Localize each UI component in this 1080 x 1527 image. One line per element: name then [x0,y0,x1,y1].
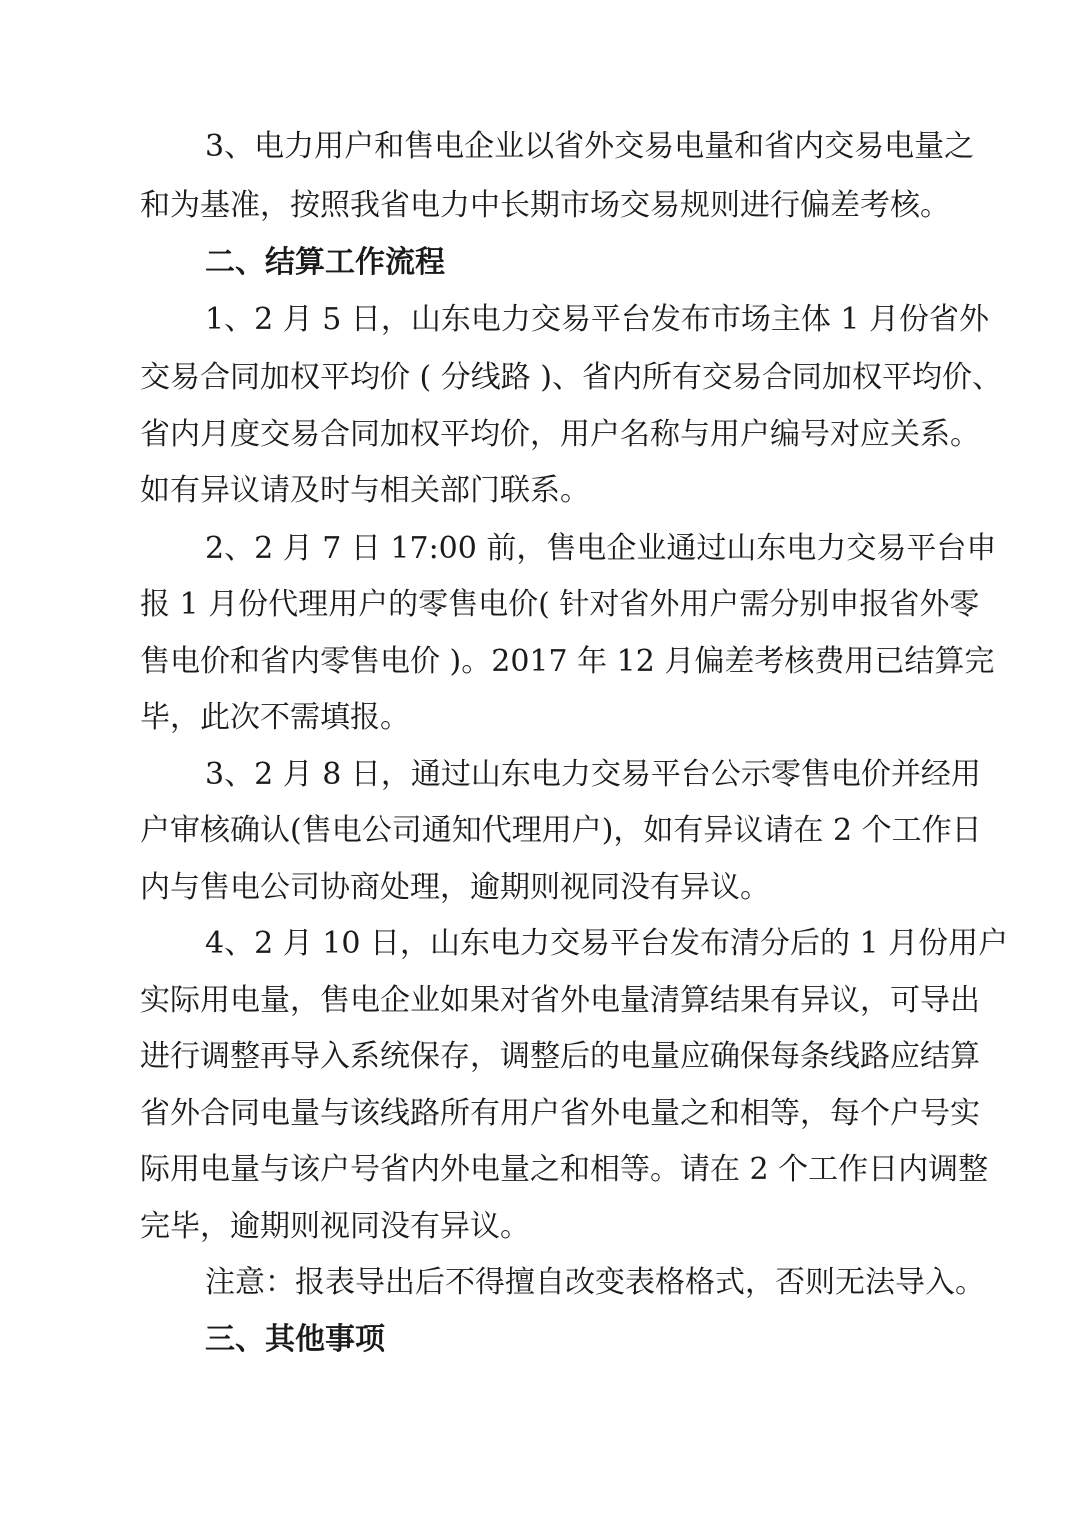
paragraph-line: 际用电量与该户号省内外电量之和相等。请在 2 个工作日内调整 [140,1152,989,1187]
paragraph-line: 完毕，逾期则视同没有异议。 [140,1209,530,1244]
paragraph-line: 交易合同加权平均价 ( 分线路 )、省内所有交易合同加权平均价、 [140,360,1003,395]
paragraph-line: 如有异议请及时与相关部门联系。 [140,473,590,508]
paragraph-line: 2、2 月 7 日 17:00 前，售电企业通过山东电力交易平台申 [205,531,997,566]
paragraph-line: 3、电力用户和售电企业以省外交易电量和省内交易电量之 [205,129,975,164]
section-heading-other-matters: 三、其他事项 [205,1322,385,1357]
paragraph-line: 售电价和省内零售电价 )。2017 年 12 月偏差考核费用已结算完 [140,644,995,679]
paragraph-line: 报 1 月份代理用户的零售电价( 针对省外用户需分别申报省外零 [140,587,980,622]
paragraph-line: 省内月度交易合同加权平均价，用户名称与用户编号对应关系。 [140,417,980,452]
note-line: 注意：报表导出后不得擅自改变表格格式，否则无法导入。 [205,1265,985,1300]
paragraph-line: 1、2 月 5 日，山东电力交易平台发布市场主体 1 月份省外 [205,302,990,337]
paragraph-line: 实际用电量，售电企业如果对省外电量清算结果有异议，可导出 [140,983,980,1018]
paragraph-line: 和为基准，按照我省电力中长期市场交易规则进行偏差考核。 [140,188,950,223]
paragraph-line: 3、2 月 8 日，通过山东电力交易平台公示零售电价并经用 [205,757,981,792]
paragraph-line: 内与售电公司协商处理，逾期则视同没有异议。 [140,870,770,905]
paragraph-line: 毕，此次不需填报。 [140,700,410,735]
section-heading-settlement-process: 二、结算工作流程 [205,245,445,280]
paragraph-line: 省外合同电量与该线路所有用户省外电量之和相等，每个户号实 [140,1096,980,1131]
paragraph-line: 户审核确认(售电公司通知代理用户)，如有异议请在 2 个工作日 [140,813,982,848]
paragraph-line: 进行调整再导入系统保存，调整后的电量应确保每条线路应结算 [140,1039,980,1074]
paragraph-line: 4、2 月 10 日，山东电力交易平台发布清分后的 1 月份用户 [205,926,1009,961]
